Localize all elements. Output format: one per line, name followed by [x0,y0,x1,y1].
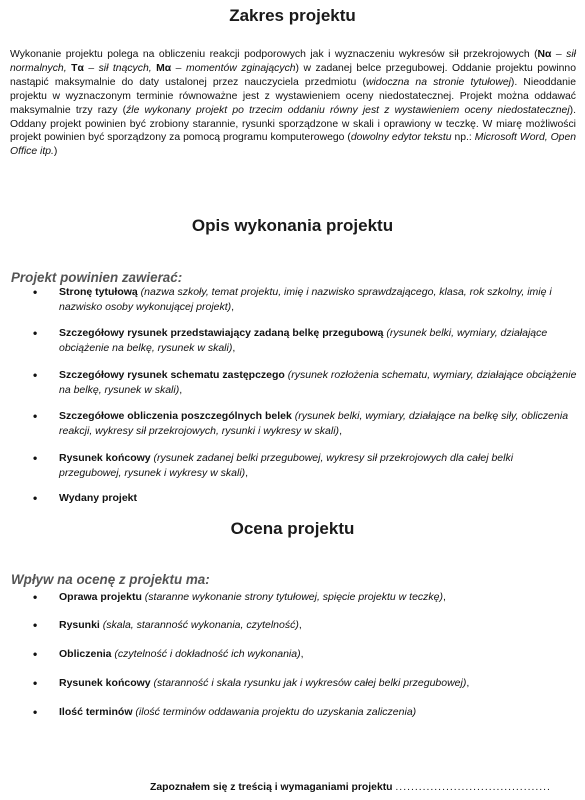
item-desc: (staranność i skala rysunku jak i wykresów całej belki przegubowej) [150,677,467,689]
bullet-icon: • [33,368,38,382]
acknowledgement-label: Zapoznałem się z treścią i wymaganiami projektu [150,782,393,793]
item-desc: (staranne wykonanie strony tytułowej, spięcie projektu w teczkę) [141,591,443,603]
item-desc: (skala, staranność wykonania, czytelność) [99,619,299,631]
list-item [33,285,578,315]
list-item [33,451,578,481]
symbol-t: Tα [71,62,84,74]
list-item [33,491,578,506]
symbol-m: Mα [156,62,172,74]
item-title: Szczegółowy rysunek przedstawiający zadaną belkę przegubową [59,327,384,339]
list-item [33,368,578,398]
item-title: Szczegółowe obliczenia poszczególnych belek [59,410,292,422]
item-title: Rysunek końcowy [59,452,151,464]
item-title: Stronę tytułową [59,286,138,298]
intro-text: Wykonanie projektu polega na obliczeniu reakcji podporowych jak i wyznaczeniu wykresów sił przekrojowych ( [10,49,538,60]
item-tail: , [339,425,342,437]
item-tail: , [179,384,183,396]
item-desc: (rysunek rozłożenia schematu, wymiary, działające obciążenie na belkę, rysunek w skali) [59,369,577,396]
intro-italic: widoczna na stronie tytułowej [365,76,511,88]
item-desc: (rysunek belki, wymiary, działające na belkę siły, obliczenia reakcji, wykresy sił przekrojowych, rysunki i wykresy w skali) [59,410,569,437]
item-desc: (czytelność i dokładność ich wykonania) [111,648,301,660]
item-title: Ilość terminów [59,706,133,718]
item-desc: (rysunek belki, wymiary, działające obciążenie na belkę, rysunek w skali) [59,327,548,354]
list-heading-grading: Wpływ na ocenę z projektu ma: [11,572,210,587]
bullet-icon: • [33,409,38,423]
bullet-icon: • [33,285,38,299]
acknowledgement-line [150,782,551,793]
item-tail: , [298,619,302,631]
item-title: Oprawa projektu [59,591,142,603]
symbol-n: Nα [537,49,552,60]
intro-text: ). Oddany projekt powinien być zrobiony starannie, rysunki sporządzone w skali i oprawiony w teczkę. W miarę możliwości projekt powinien być sporządzony za pomocą programu komputerowego ( [10,104,576,144]
item-title: Wydany projekt [59,492,137,504]
intro-paragraph [10,48,576,159]
intro-text: ). Nieoddanie projektu w wyznaczonym terminie równoważne jest z wystawieniem oceny niedostatecznej. Projekt można oddawać maksymalnie trzy razy ( [10,76,576,116]
list-item [33,326,578,356]
item-desc: (rysunek zadanej belki przegubowej, wykresy sił przekrojowych dla całej belki przegubowej, rysunek i wykresy w skali) [59,452,514,479]
item-tail: , [466,677,470,689]
item-tail: , [231,301,235,313]
def-m: – momentów zginających [171,62,296,74]
bullet-icon: • [33,618,38,632]
def-n: – sił normalnych, [10,49,576,74]
bullet-icon: • [33,491,38,505]
intro-italic: Microsoft Word, Open Office itp. [10,132,577,158]
intro-italic: źle wykonany projekt po trzecim oddaniu równy jest z wystawieniem oceny niedostatecznej [126,104,570,116]
item-desc: (nazwa szkoły, temat projektu, imię i nazwisko sprawdzającego, klasa, rok szkolny, imię i nazwisko osoby wykonującej projekt) [59,286,552,313]
bullet-icon: • [33,676,38,690]
signature-field[interactable]: ........................................ [395,782,551,793]
bullet-icon: • [33,647,38,661]
bullet-icon: • [33,590,38,604]
list-item [33,705,578,720]
section-title-description: Opis wykonania projektu [191,216,394,235]
intro-text: np.: [451,132,475,144]
bullet-icon: • [33,451,38,465]
item-tail: , [232,342,236,354]
list-item [33,618,578,633]
intro-italic: dowolny edytor tekstu [350,132,452,144]
item-desc: (ilość terminów oddawania projektu do uzyskania zaliczenia) [132,706,417,718]
list-item [33,409,578,439]
section-title-grading: Ocena projektu [230,519,355,538]
intro-text: ) w zadanej belce przegubowej. Oddanie projektu powinno nastąpić maksymalnie do daty ustalonej przez nauczyciela przedmiotu ( [10,62,576,88]
item-tail: , [300,648,304,660]
list-heading-contents: Projekt powinien zawierać: [11,270,183,285]
bullet-icon: • [33,326,38,340]
list-item [33,647,578,662]
item-title: Szczegółowy rysunek schematu zastępczego [59,369,285,381]
item-title: Rysunek końcowy [59,677,151,689]
list-item [33,590,578,605]
item-title: Rysunki [59,619,100,631]
def-t: – sił tnących, [83,62,157,74]
intro-text: ) [53,146,58,158]
section-title-scope: Zakres projektu [229,6,356,25]
item-tail: , [443,591,446,603]
item-title: Obliczenia [59,648,112,660]
bullet-icon: • [33,705,38,719]
item-tail: , [245,467,249,479]
list-item [33,676,578,691]
